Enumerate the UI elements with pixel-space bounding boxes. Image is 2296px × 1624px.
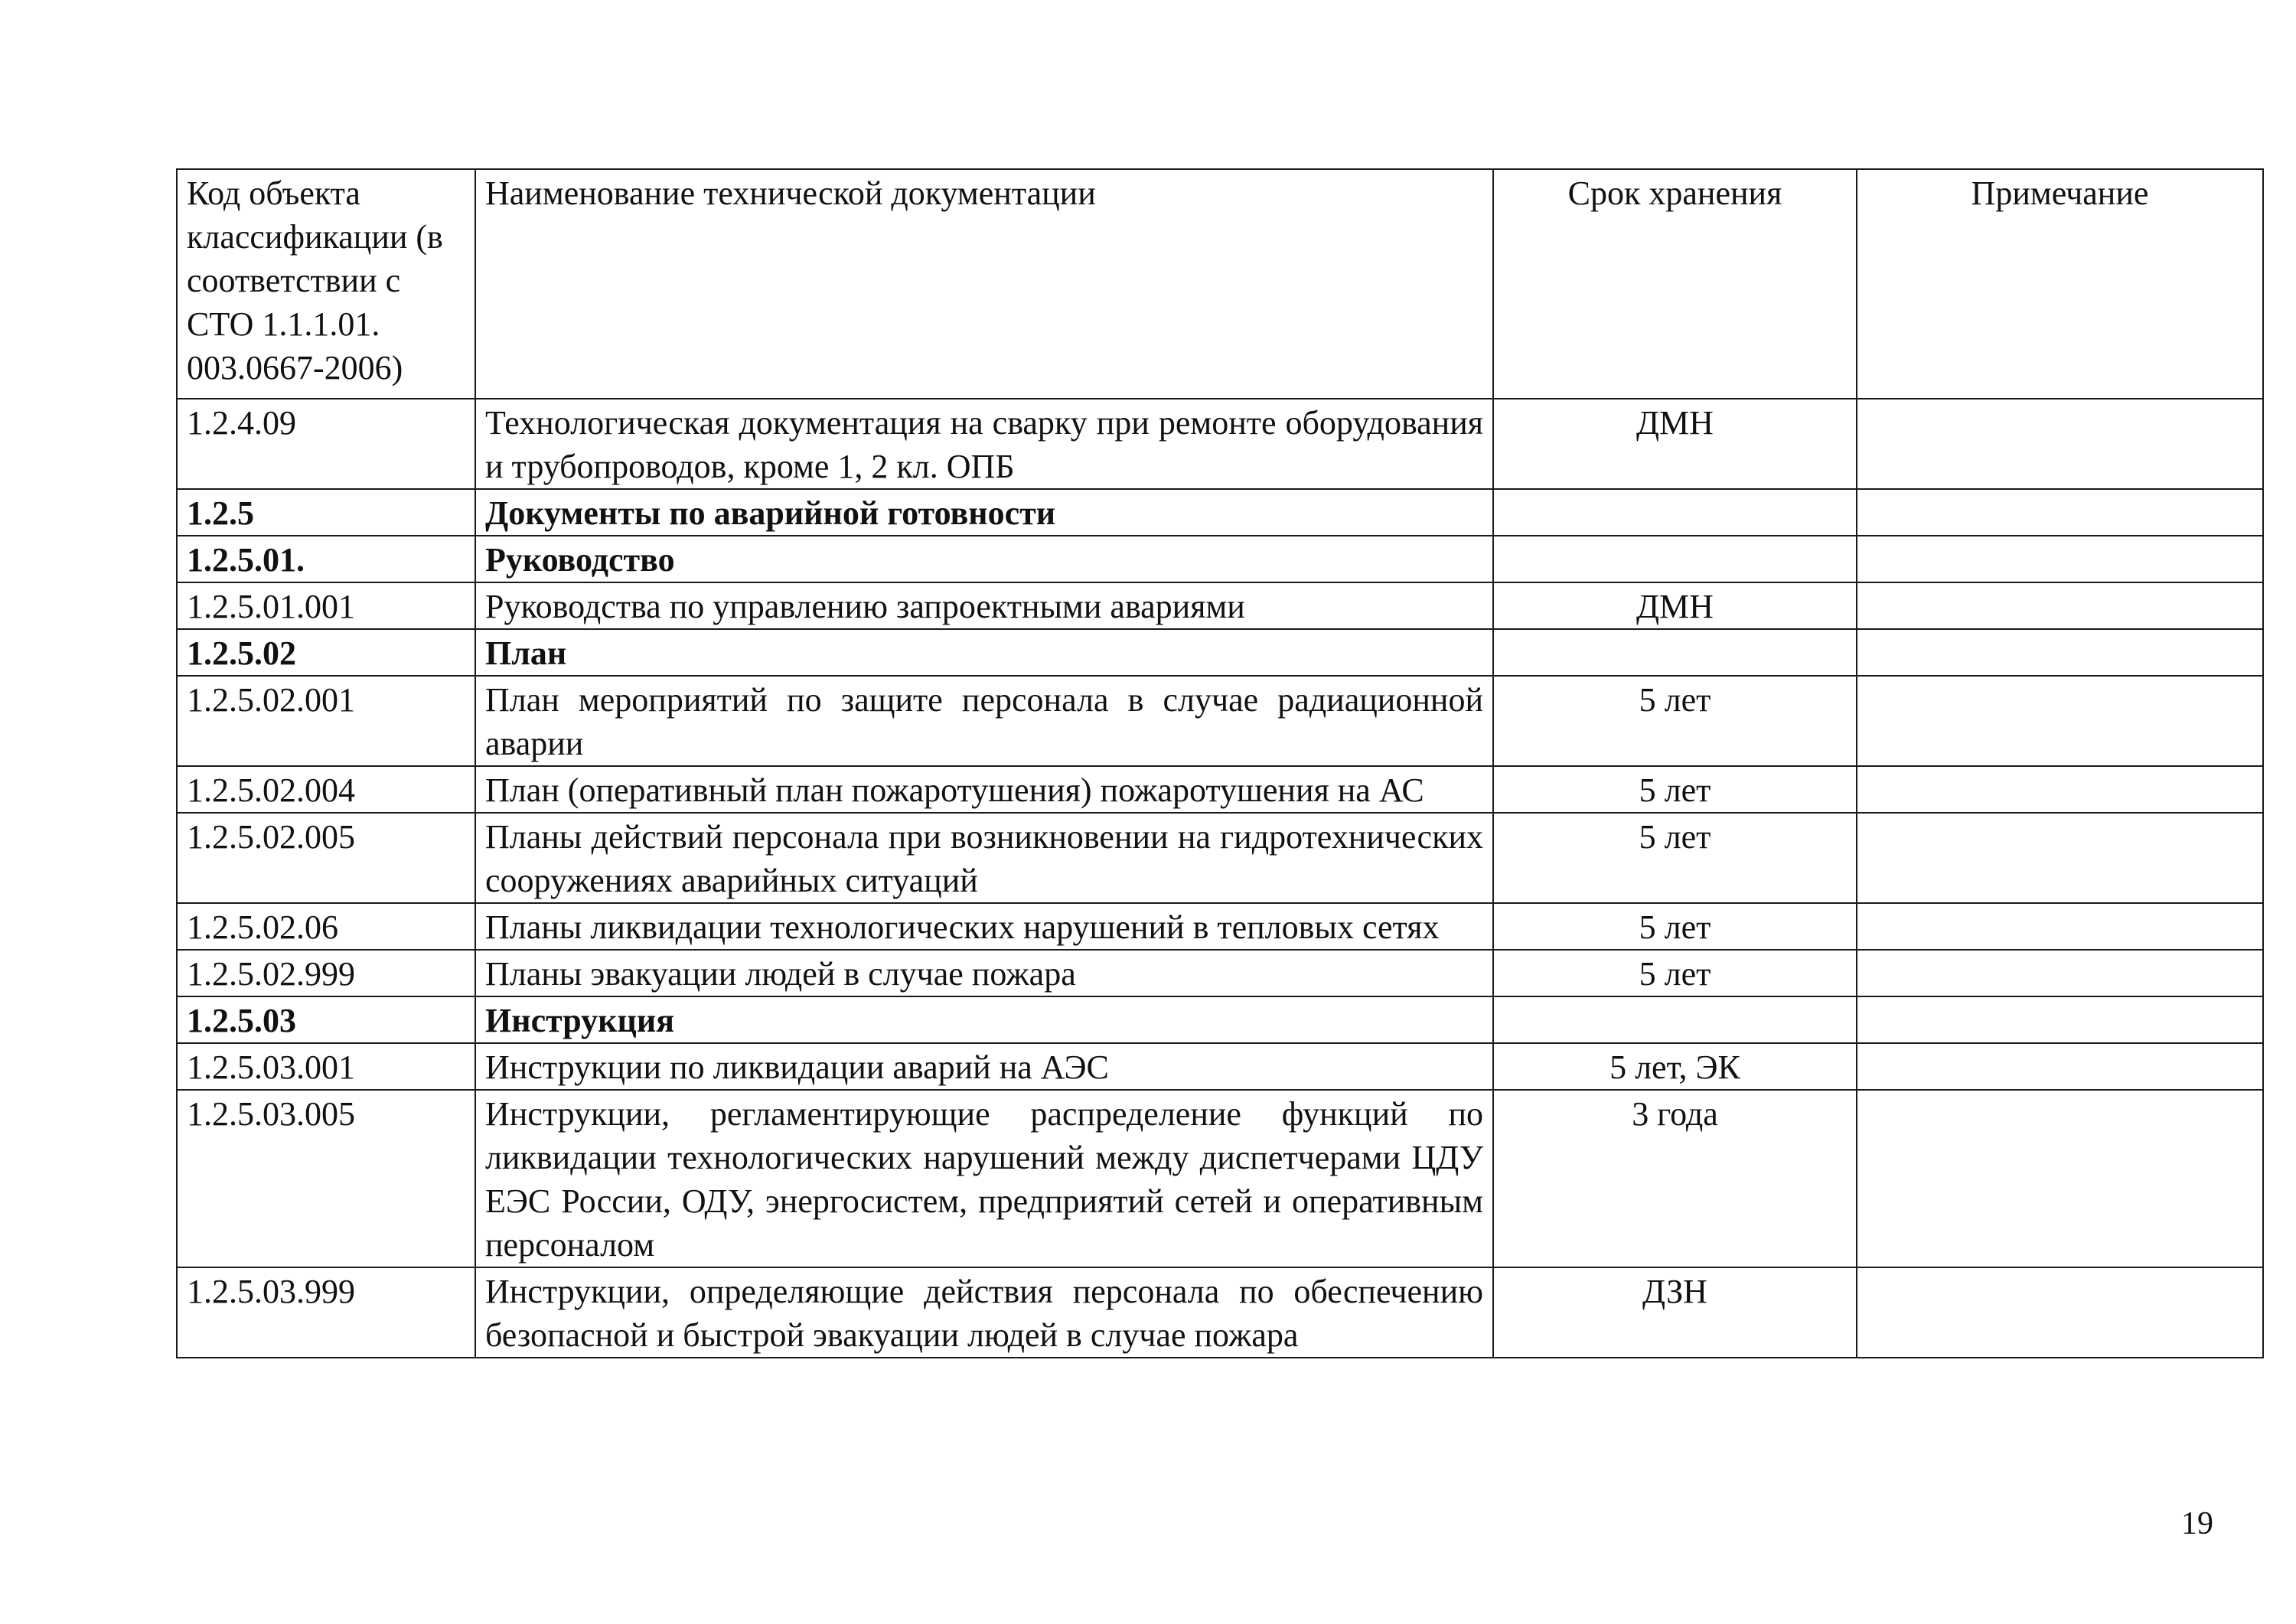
row-name: Инструкции, определяющие действия персонала по обеспечению безопасной и быстрой эвакуации людей в случае пожара [475,1267,1493,1358]
row-code: 1.2.5.03 [177,996,475,1043]
header-name: Наименование технической документации [475,169,1493,399]
row-term: ДМН [1493,399,1857,489]
row-term [1493,536,1857,582]
page-number: 19 [2181,1506,2213,1541]
row-term: ДЗН [1493,1267,1857,1358]
row-note [1857,950,2263,996]
row-name: Планы эвакуации людей в случае пожара [475,950,1493,996]
row-term [1493,629,1857,676]
row-term: 5 лет [1493,813,1857,903]
row-code: 1.2.5.01.001 [177,582,475,629]
row-code: 1.2.5.03.999 [177,1267,475,1358]
row-term: 3 года [1493,1090,1857,1267]
header-code: Код объекта классификации (в соответствии с СТО 1.1.1.01. 003.0667-2006) [177,169,475,399]
table-row [177,1267,2263,1358]
row-code: 1.2.5.02.005 [177,813,475,903]
row-term: 5 лет [1493,903,1857,950]
row-note [1857,1090,2263,1267]
header-note: Примечание [1857,169,2263,399]
row-note [1857,903,2263,950]
table-section-row [177,536,2263,582]
row-code: 1.2.5.02.06 [177,903,475,950]
table-row [177,1090,2263,1267]
table-section-row [177,629,2263,676]
row-note [1857,629,2263,676]
row-term [1493,489,1857,536]
row-name: Технологическая документация на сварку при ремонте оборудования и трубопроводов, кроме 1, 2 кл. ОПБ [475,399,1493,489]
row-name: Инструкция [475,996,1493,1043]
row-note [1857,1267,2263,1358]
row-term: 5 лет [1493,676,1857,766]
documentation-table [176,168,2264,1358]
table-section-row [177,489,2263,536]
row-note [1857,676,2263,766]
row-name: План мероприятий по защите персонала в случае радиационной аварии [475,676,1493,766]
row-note [1857,813,2263,903]
row-name: Инструкции, регламентирующие распределение функций по ликвидации технологических нарушений между диспетчерами ЦДУ ЕЭС России, ОДУ, энергосистем, предприятий сетей и оперативным персоналом [475,1090,1493,1267]
row-code: 1.2.5.02.004 [177,766,475,813]
row-name: План (оперативный план пожаротушения) пожаротушения на АС [475,766,1493,813]
table-header-row [177,169,2263,399]
row-code: 1.2.4.09 [177,399,475,489]
row-note [1857,536,2263,582]
row-note [1857,399,2263,489]
row-code: 1.2.5.03.001 [177,1043,475,1090]
row-note [1857,1043,2263,1090]
row-note [1857,582,2263,629]
row-name: Руководство [475,536,1493,582]
row-term: 5 лет [1493,766,1857,813]
row-name: Планы ликвидации технологических нарушений в тепловых сетях [475,903,1493,950]
row-term: 5 лет, ЭК [1493,1043,1857,1090]
row-note [1857,766,2263,813]
row-note [1857,996,2263,1043]
table-row [177,950,2263,996]
table-row [177,813,2263,903]
row-name: Планы действий персонала при возникновении на гидротехнических сооружениях аварийных ситуаций [475,813,1493,903]
table-row [177,676,2263,766]
row-code: 1.2.5.02 [177,629,475,676]
header-term: Срок хранения [1493,169,1857,399]
row-name: Руководства по управлению запроектными авариями [475,582,1493,629]
row-code: 1.2.5.02.999 [177,950,475,996]
row-term [1493,996,1857,1043]
table-row [177,903,2263,950]
table-row [177,1043,2263,1090]
row-name: План [475,629,1493,676]
row-code: 1.2.5.02.001 [177,676,475,766]
table-row [177,766,2263,813]
table-row [177,582,2263,629]
row-code: 1.2.5 [177,489,475,536]
table-row [177,399,2263,489]
row-note [1857,489,2263,536]
row-code: 1.2.5.03.005 [177,1090,475,1267]
row-code: 1.2.5.01. [177,536,475,582]
row-term: ДМН [1493,582,1857,629]
row-name: Инструкции по ликвидации аварий на АЭС [475,1043,1493,1090]
row-name: Документы по аварийной готовности [475,489,1493,536]
table-section-row [177,996,2263,1043]
row-term: 5 лет [1493,950,1857,996]
